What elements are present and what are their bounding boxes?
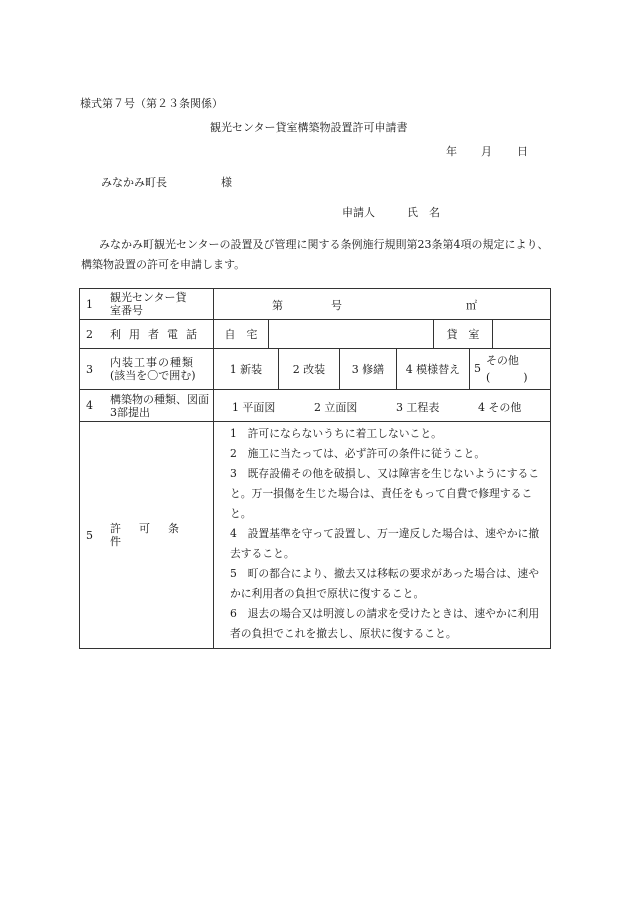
work-type-sublabel: (該当を〇で囲む): [110, 369, 196, 382]
addressee: みなかみ町長: [101, 176, 167, 189]
structure-type-options: [213, 390, 550, 422]
rental-phone-input[interactable]: [493, 320, 550, 348]
row-number: 5: [86, 528, 93, 542]
condition-item: 6 退去の場合又は明渡しの請求を受けたときは、速やかに利用者の負担でこれを撤去し、原状に復すること。: [229, 607, 540, 640]
condition-item: 5 町の都合により、撤去又は移転の要求があった場合は、速やかに利用者の負担で原状に復すること。: [229, 567, 540, 600]
home-phone-input[interactable]: [269, 320, 434, 348]
row-number: 4: [86, 399, 93, 412]
date-month-label: 月: [481, 145, 492, 158]
phone-label-cell: [80, 320, 214, 349]
conditions-label: 許可条件: [110, 522, 197, 548]
applicant-label: 申請人: [342, 206, 375, 219]
applicant-name-label: 氏 名: [407, 206, 440, 219]
work-type-label-cell: [80, 349, 214, 390]
document-title: 観光センター貸室構築物設置許可申請書: [210, 121, 408, 134]
application-form-table: [79, 288, 551, 649]
room-dai-label: 第: [271, 299, 283, 312]
area-unit-label: ㎡: [465, 299, 477, 312]
addressee-honorific: 様: [221, 176, 232, 189]
drawing-option[interactable]: 1 平面図: [231, 401, 276, 414]
row-room-number: [80, 289, 551, 320]
room-number-field[interactable]: [213, 289, 550, 320]
row-structure-type: [80, 390, 551, 422]
row-number: 2: [86, 327, 93, 341]
work-type-option[interactable]: 2 改装: [279, 349, 340, 389]
row-permit-conditions: [80, 422, 551, 649]
room-number-label: 観光センター貸室番号: [110, 291, 187, 317]
other-option-paren: ( ): [485, 371, 528, 384]
phone-label: 利用者電話: [110, 327, 205, 341]
room-go-label: 号: [330, 299, 342, 312]
row-work-type: [80, 349, 551, 390]
conditions-list: [214, 422, 550, 648]
conditions-list-cell: [213, 422, 550, 649]
condition-item: 2 施工に当たっては、必ず許可の条件に従うこと。: [229, 447, 486, 460]
work-type-option-other[interactable]: [470, 349, 550, 389]
drawing-option[interactable]: 4 その他: [477, 401, 522, 414]
other-option-number: 5: [473, 362, 481, 375]
date-year-label: 年: [446, 145, 457, 158]
work-type-options: [213, 349, 550, 390]
home-phone-label: 自 宅: [214, 320, 269, 348]
drawing-option[interactable]: 2 立面図: [313, 401, 358, 414]
drawing-option[interactable]: 3 工程表: [395, 401, 440, 414]
condition-item: 4 設置基準を守って設置し、万一違反した場合は、速やかに撤去すること。: [229, 527, 540, 560]
row-phone: [80, 320, 551, 349]
condition-item: 3 既存設備その他を破損し、又は障害を生じないようにすること。万一損傷を生じた場合は、責任をもって自費で修理すること。: [229, 467, 540, 520]
form-number: 様式第７号（第２３条関係）: [80, 97, 223, 110]
work-type-label: 内装工事の種類: [110, 356, 194, 369]
date-day-label: 日: [517, 145, 528, 158]
phone-fields: [213, 320, 550, 349]
row-number: 1: [86, 297, 93, 311]
conditions-label-cell: [80, 422, 214, 649]
work-type-option[interactable]: 3 修繕: [340, 349, 397, 389]
work-type-option[interactable]: 4 模様替え: [397, 349, 470, 389]
other-option-label: その他: [485, 354, 519, 367]
condition-item: 1 許可にならないうちに着工しないこと。: [229, 427, 442, 440]
application-statement: みなかみ町観光センターの設置及び管理に関する条例施行規則第23条第4項の規定により、構築物設置の許可を申請します。: [81, 238, 549, 271]
rental-phone-label: 貸 室: [434, 320, 493, 348]
room-number-label-cell: [80, 289, 214, 320]
structure-type-label-cell: [80, 390, 214, 422]
row-number: 3: [86, 362, 93, 376]
structure-type-label: 構築物の種類、図面3部提出: [110, 392, 209, 419]
work-type-option[interactable]: 1 新装: [214, 349, 279, 389]
